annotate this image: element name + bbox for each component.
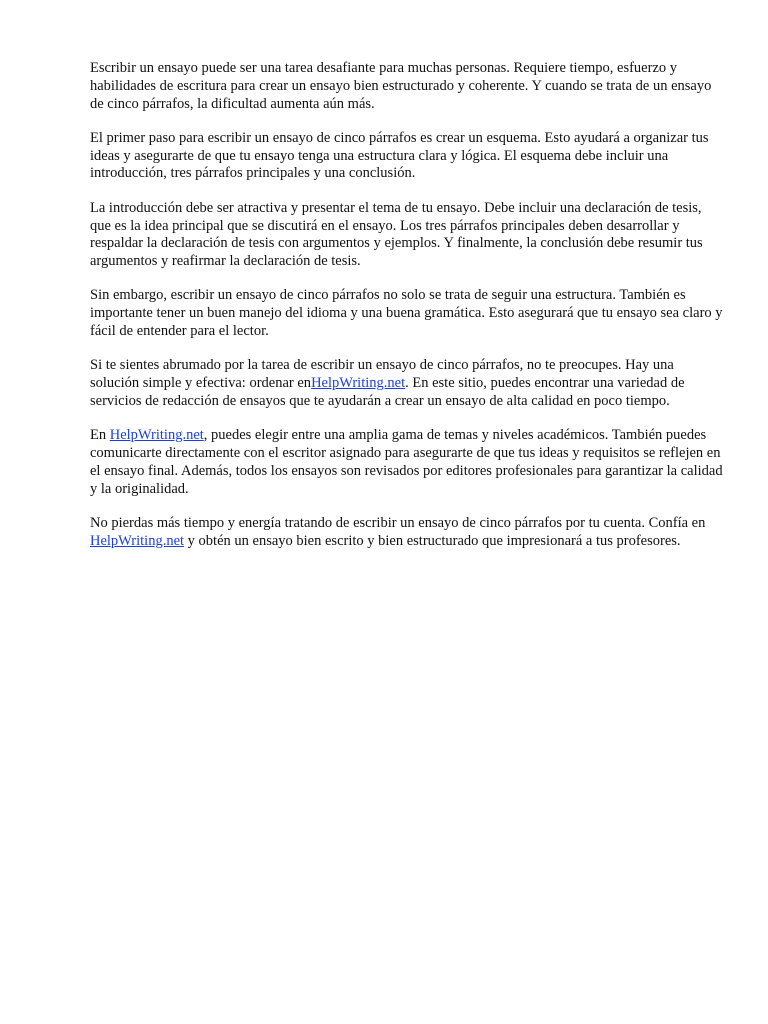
paragraph-text-after-link: . En este sitio, puedes encontrar una variedad de servicios de redacción de ensayos que te ayudarán a crear un ensayo de alta calidad en poco tiempo. [90,375,685,409]
paragraph-text-before-link: No pierdas más tiempo y energía tratando de escribir un ensayo de cinco párrafos por tu cuenta. Confía en [90,514,706,531]
helpwriting-link[interactable]: HelpWriting.net [90,532,185,549]
paragraph-text-before-link: En [90,427,110,444]
paragraph-text: Escribir un ensayo puede ser una tarea desafiante para muchas personas. Requiere tiempo, esfuerzo y habilidades de escritura para crear un ensayo bien estructurado y coherente. Y cuando se trata de un ensayo de cinco párrafos, la dificultad aumenta aún más. [90,60,712,112]
paragraph-text: El primer paso para escribir un ensayo de cinco párrafos es crear un esquema. Esto ayudará a organizar tus ideas y asegurarte de que tu ensayo tenga una estructura clara y lógica. El esquema debe incluir una introducción, tres párrafos principales y una conclusión. [90,129,709,182]
paragraph-structure [90,200,725,271]
document-page [90,60,725,567]
paragraph-outline [90,130,725,183]
paragraph-closing [90,515,725,551]
paragraph-text-after-link: y obtén un ensayo bien escrito y bien estructurado que impresionará a tus profesores. [184,532,681,549]
paragraph-services [90,427,725,498]
paragraph-text: La introducción debe ser atractiva y presentar el tema de tu ensayo. Debe incluir una declaración de tesis, que es la idea principal que se discutirá en el ensayo. Los tres párrafos principales deben desarrollar y respaldar la declaración de tesis con argumentos y ejemplos. Y finalmente, la conclusión debe resumir tus argumentos y reafirmar la declaración de tesis. [90,199,703,270]
paragraph-text: Sin embargo, escribir un ensayo de cinco párrafos no solo se trata de seguir una estructura. También es importante tener un buen manejo del idioma y una buena gramática. Esto asegurará que tu ensayo sea claro y fácil de entender para el lector. [90,287,723,340]
paragraph-grammar [90,287,725,340]
helpwriting-link[interactable]: HelpWriting.net [109,427,204,444]
paragraph-intro [90,60,725,113]
helpwriting-link[interactable]: HelpWriting.net [311,375,406,392]
paragraph-text-after-link: , puedes elegir entre una amplia gama de temas y niveles académicos. También puedes comunicarte directamente con el escritor asignado para asegurarte de que tus ideas y requisitos se reflejen en el ensayo final. Además, todos los ensayos son revisados por editores profesionales para garantizar la calidad y la originalidad. [90,427,723,497]
paragraph-text-before-link: Si te sientes abrumado por la tarea de escribir un ensayo de cinco párrafos, no te preocupes. Hay una solución simple y efectiva: ordenar en [90,357,674,392]
paragraph-solution [90,357,725,410]
